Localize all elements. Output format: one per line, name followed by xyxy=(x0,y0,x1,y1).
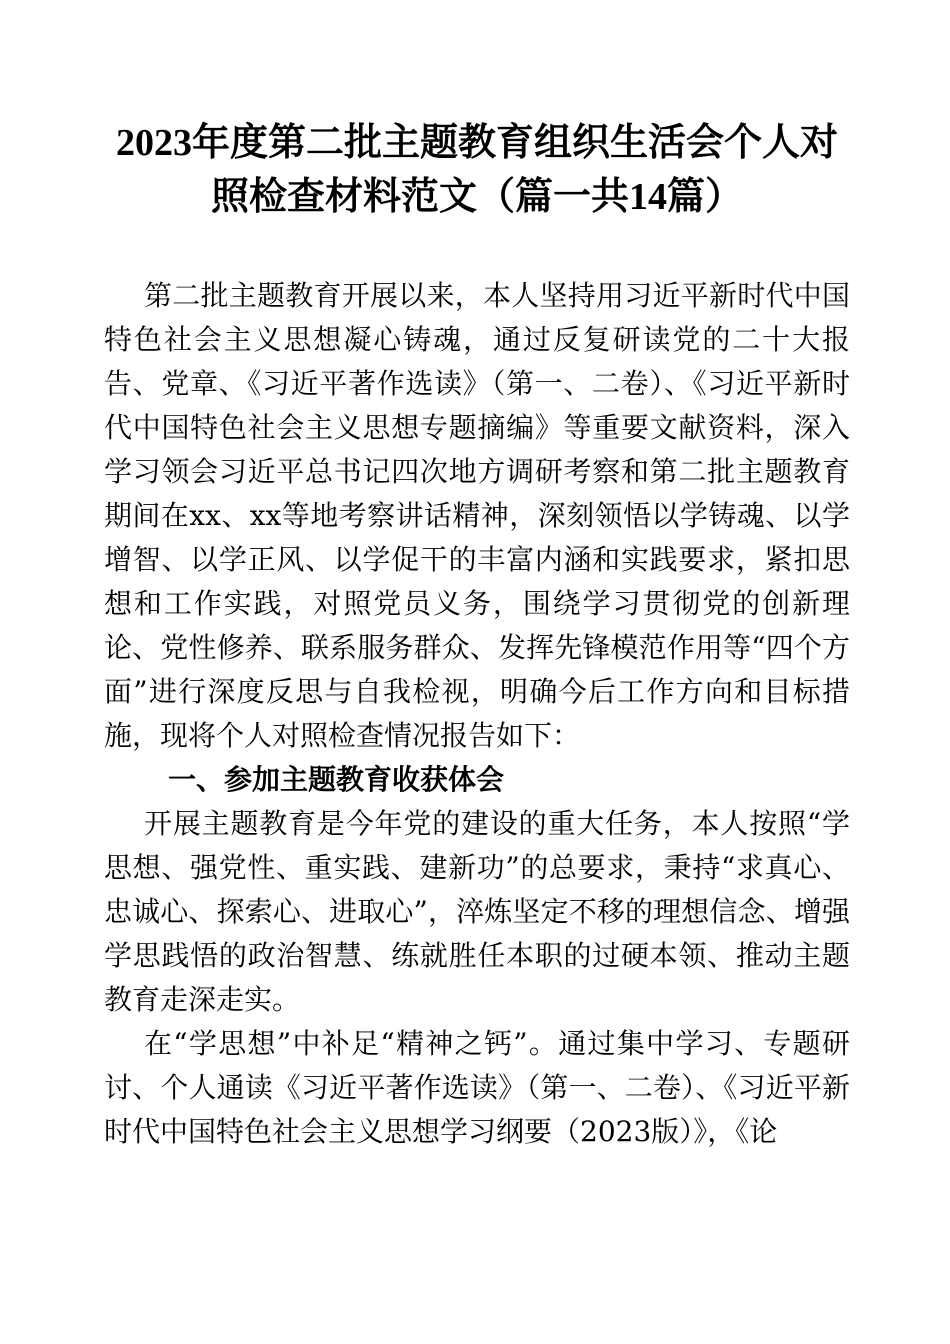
body-paragraph-2: 开展主题教育是今年党的建设的重大任务，本人按照“学思想、强党性、重实践、建新功”的总要求，秉持“求真心、忠诚心、探索心、进取心”，淬炼坚定不移的理想信念、增强学思践悟的政治智慧、练就胜任本职的过硬本领、推动主题教育走深走实。 xyxy=(104,807,850,1016)
body-paragraph-1: 第二批主题教育开展以来，本人坚持用习近平新时代中国特色社会主义思想凝心铸魂，通过反复研读党的二十大报告、党章、《习近平著作选读》（第一、二卷）、《习近平新时代中国特色社会主义思想专题摘编》等重要文献资料，深入学习领会习近平总书记四次地方调研考察和第二批主题教育期间在xx、xx等地考察讲话精神，深刻领悟以学铸魂、以学增智、以学正风、以学促干的丰富内涵和实践要求，紧扣思想和工作实践，对照党员义务，围绕学习贯彻党的创新理论、党性修养、联系服务群众、发挥先锋模范作用等“四个方面”进行深度反思与自我检视，明确今后工作方向和目标措施，现将个人对照检查情况报告如下： xyxy=(104,279,850,752)
section-heading-1: 一、参加主题教育收获体会 xyxy=(168,763,505,796)
body-paragraph-3: 在“学思想”中补足“精神之钙”。通过集中学习、专题研讨、个人通读《习近平著作选读》（第一、二卷）、《习近平新时代中国特色社会主义思想学习纲要（2023版）》，《论 xyxy=(104,1027,850,1148)
document-body xyxy=(104,274,850,1154)
document-title: 2023年度第二批主题教育组织生活会个人对照检查材料范文（篇一共14篇） xyxy=(115,122,838,218)
